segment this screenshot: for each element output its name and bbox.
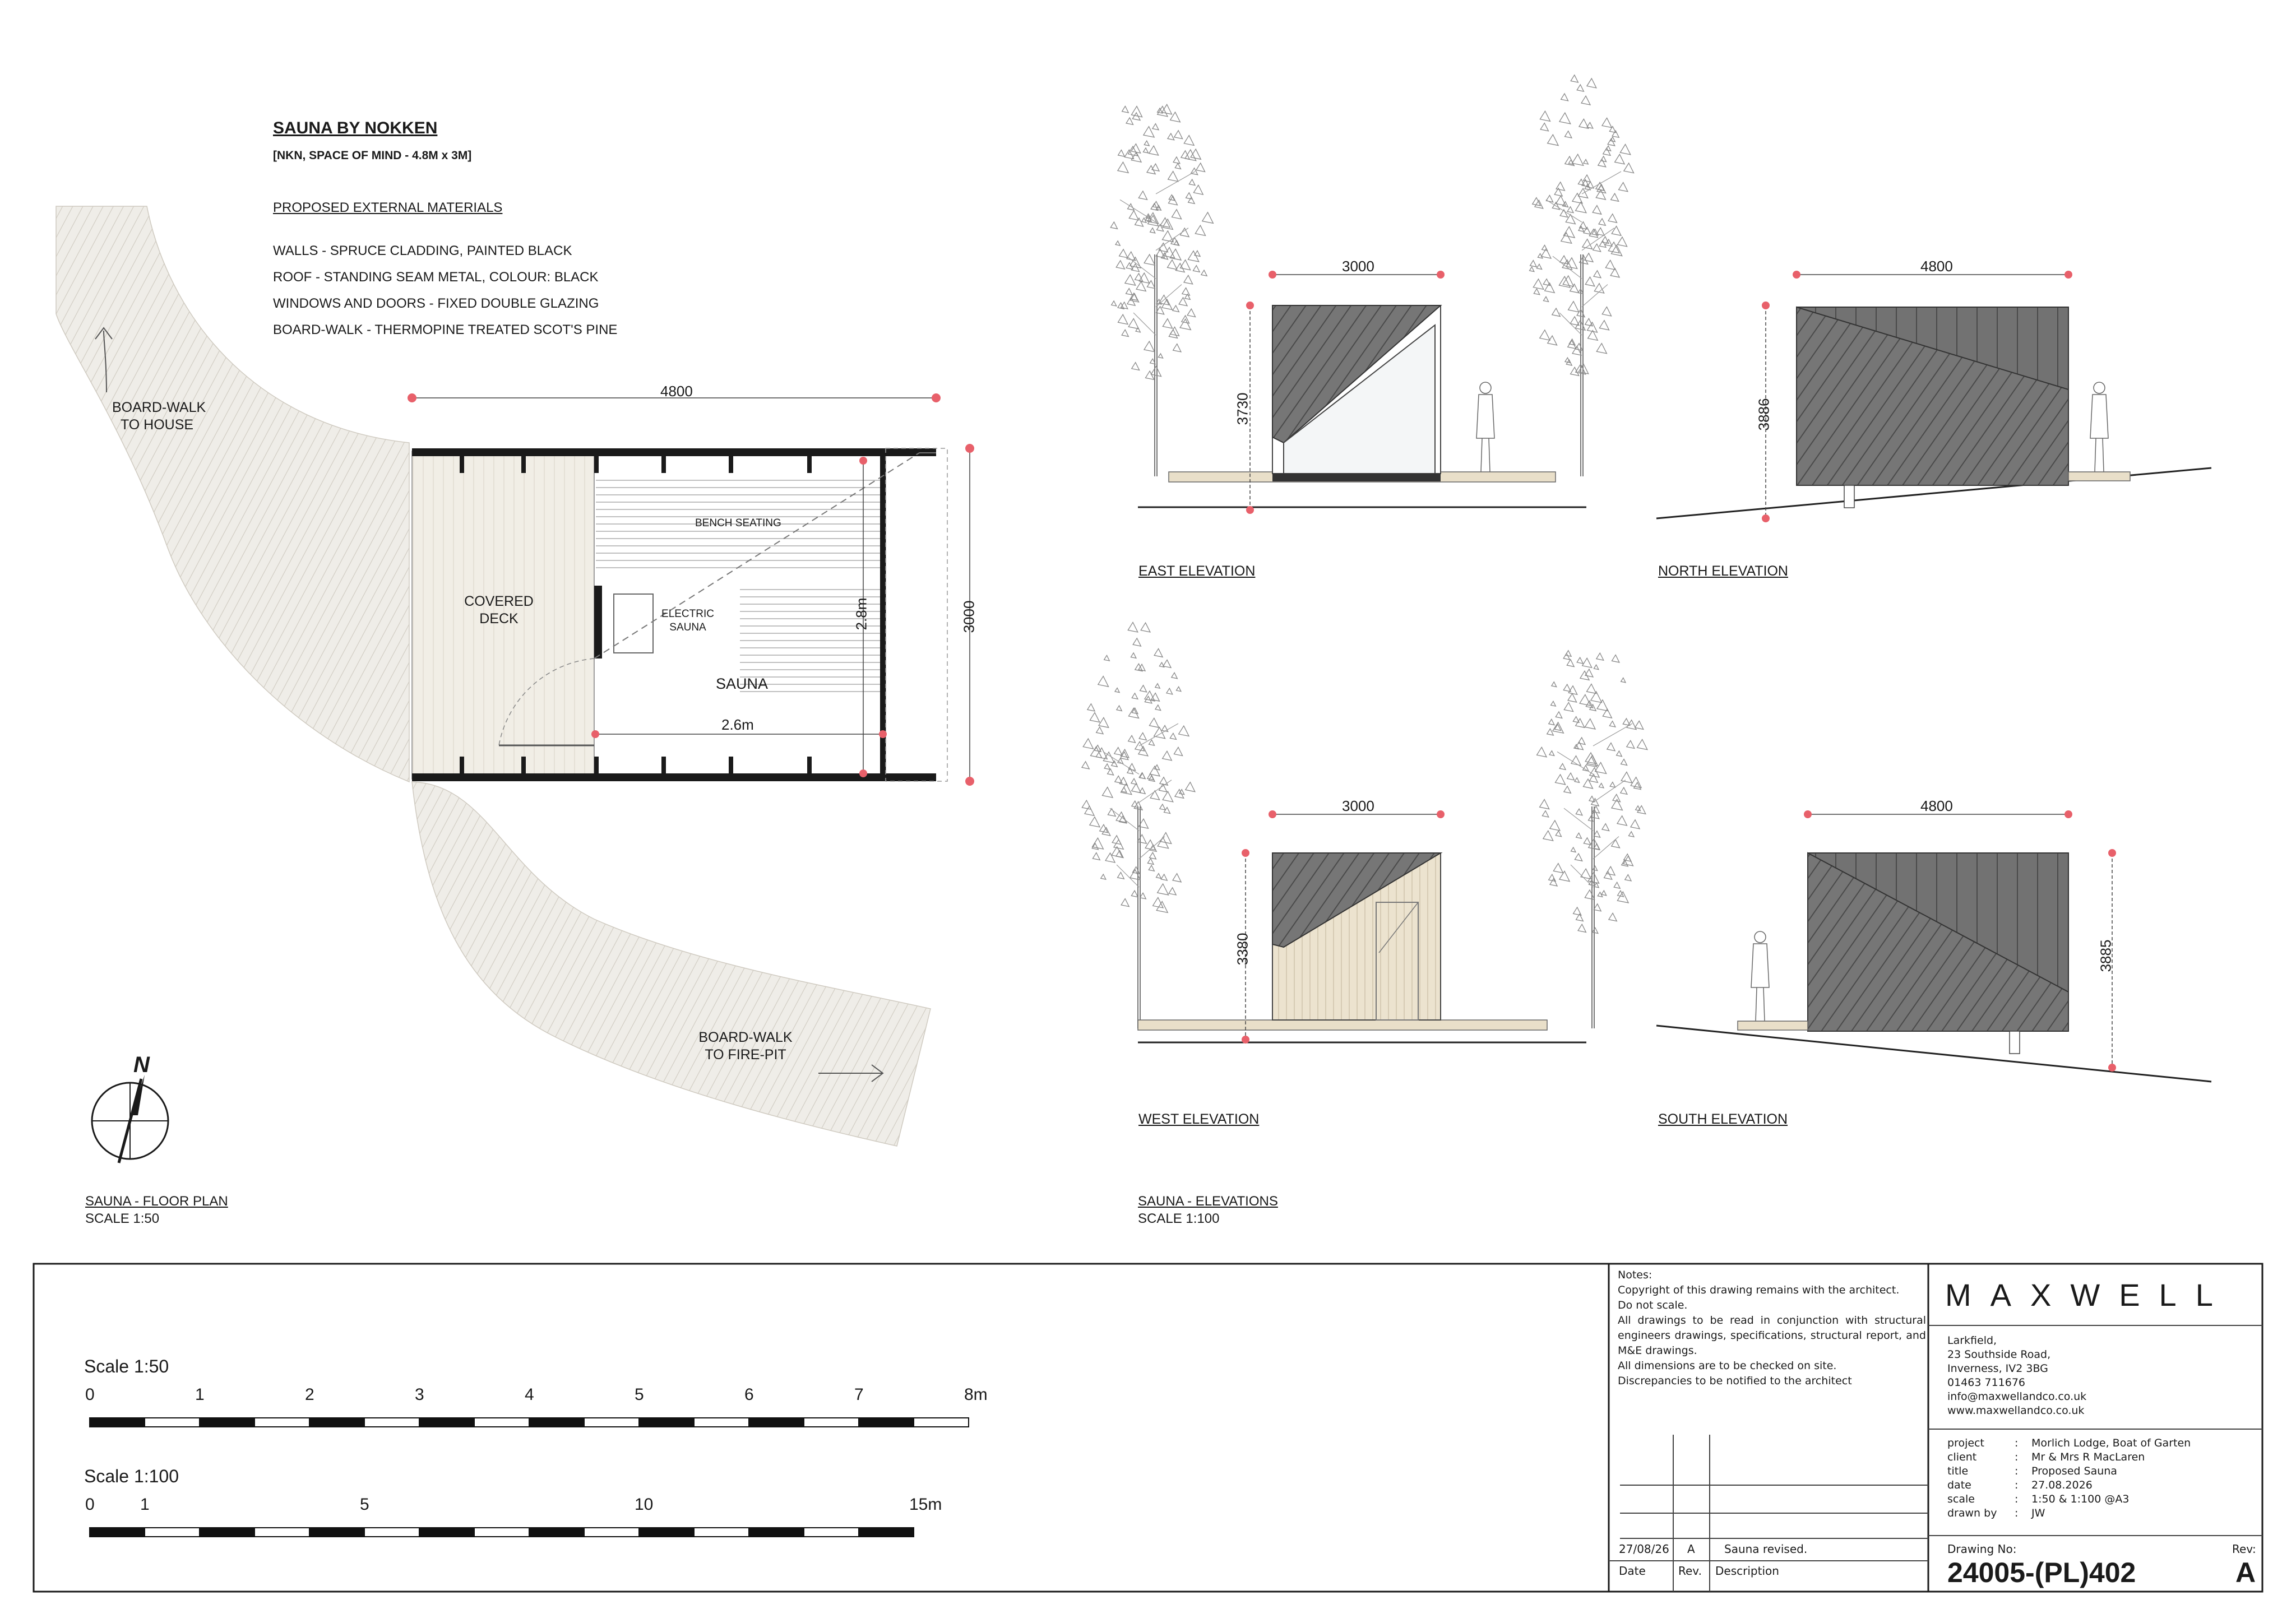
label-west-elevation: WEST ELEVATION (1138, 1111, 1260, 1127)
label-south-elevation: SOUTH ELEVATION (1658, 1111, 1788, 1127)
tree (1110, 104, 1213, 476)
rev-row-description: Sauna revised. (1724, 1542, 1808, 1556)
label-east-elevation: EAST ELEVATION (1138, 563, 1256, 579)
plan-dim-width-label: 3000 (960, 600, 978, 633)
drawing-no-label: Drawing No: (1947, 1542, 2017, 1556)
south-width-label: 4800 (1920, 797, 1953, 814)
note-5: Discrepancies to be notified to the architect (1618, 1375, 1852, 1387)
rev-header-rev: Rev. (1678, 1564, 1702, 1578)
brand-logo: MAXWELL (1945, 1277, 2232, 1313)
drawing-title: SAUNA BY NOKKEN (273, 119, 438, 137)
company-website[interactable]: www.maxwellandco.co.uk (1947, 1404, 2085, 1417)
scale-tick-label: 0 (85, 1495, 95, 1514)
scale-tick-label: 10 (635, 1495, 654, 1514)
label-boardwalk-to-fire-pit: BOARD-WALK TO FIRE-PIT (698, 1030, 793, 1063)
label-north-elevation: NORTH ELEVATION (1658, 563, 1788, 579)
label-bench-seating: BENCH SEATING (695, 517, 781, 529)
rev-header-date: Date (1619, 1564, 1646, 1578)
scale-tick-label: 6 (744, 1385, 754, 1404)
label-electric-sauna: ELECTRIC SAUNA (661, 608, 714, 633)
rev-row-date: 27/08/26 (1619, 1542, 1669, 1556)
label-boardwalk-to-house: BOARD-WALK TO HOUSE (112, 400, 206, 433)
label-covered-deck: COVERED DECK (464, 593, 534, 627)
south-elevation (1656, 810, 2211, 1082)
scale-tick-label: 0 (85, 1385, 95, 1404)
deck (2068, 472, 2130, 481)
east-height-label: 3730 (1234, 392, 1251, 425)
company-address: Larkfield, 23 Southside Road, Inverness, IV2 3BG 01463 711676 info@maxwellandco.co.uk www.maxwellandco.co.uk (1947, 1334, 2087, 1417)
scale-100-title: Scale 1:100 (84, 1466, 179, 1486)
plan-dim-internal-width-label: 2.8m (853, 597, 870, 630)
scale-tick-label: 4 (525, 1385, 534, 1404)
project-fields: project : Morlich Lodge, Boat of Garten client : Mr & Mrs R MacLaren title : Proposed Sauna date : 27.08.2026 scale : 1:50 & 1:100 @A3 drawn by : JW (1947, 1437, 2191, 1519)
scale-tick-label: 8m (964, 1385, 988, 1404)
north-width-label: 4800 (1920, 258, 1953, 275)
plan-dim-length-label: 4800 (660, 383, 693, 400)
scale-bar-1-50 (90, 1418, 969, 1427)
scale-tick-label: 1 (195, 1385, 205, 1404)
wall-bottom (412, 773, 936, 781)
tree (1082, 622, 1195, 1028)
north-label: N (133, 1052, 150, 1077)
floor-plan (56, 206, 974, 1146)
scale-50-title: Scale 1:50 (84, 1356, 169, 1376)
scale-bar-1-100 (90, 1528, 914, 1537)
wall-right (880, 456, 886, 773)
drawing-subtitle: [NKN, SPACE OF MIND - 4.8M x 3M] (273, 149, 472, 162)
west-width-label: 3000 (1342, 797, 1374, 814)
person-figure (1751, 931, 1769, 1021)
scale-tick-label: 7 (854, 1385, 864, 1404)
west-elevation (1082, 622, 1647, 1044)
person-figure (1476, 382, 1494, 472)
title-block-frame (34, 1264, 2262, 1592)
scale-tick-label: 15m (909, 1495, 942, 1514)
plan-dim-internal-length-label: 2.6m (721, 716, 754, 733)
east-elevation (1110, 75, 1633, 514)
scale-tick-label: 5 (635, 1385, 644, 1404)
tree (1537, 651, 1647, 1028)
scale-tick-label: 1 (140, 1495, 150, 1514)
west-height-label: 3380 (1234, 933, 1251, 966)
caption-floor-plan: SAUNA - FLOOR PLAN SCALE 1:50 (85, 1194, 228, 1226)
material-walls: WALLS - SPRUCE CLADDING, PAINTED BLACK (273, 243, 572, 258)
south-height-label: 3885 (2097, 939, 2114, 972)
east-width-label: 3000 (1342, 258, 1374, 275)
wall-left (594, 586, 602, 659)
note-1: Copyright of this drawing remains with the architect. (1618, 1284, 1900, 1296)
rev-label: Rev: (2232, 1542, 2256, 1556)
label-sauna: SAUNA (716, 675, 769, 692)
rev-row-rev: A (1687, 1542, 1695, 1556)
tree (1530, 75, 1634, 476)
company-email[interactable]: info@maxwellandco.co.uk (1947, 1390, 2087, 1403)
materials-heading: PROPOSED EXTERNAL MATERIALS (273, 200, 503, 215)
material-roof: ROOF - STANDING SEAM METAL, COLOUR: BLACK (273, 270, 599, 285)
scale-bars (90, 1418, 969, 1537)
scale-tick-label: 5 (360, 1495, 369, 1514)
electric-heater (614, 594, 653, 653)
deck (1738, 1021, 1808, 1030)
note-2: Do not scale. (1618, 1299, 1688, 1311)
wall-top (412, 448, 936, 456)
north-height-label: 3886 (1755, 398, 1772, 431)
north-arrow-icon (92, 1075, 168, 1163)
notes-block (1618, 1268, 1926, 1389)
drawing-number: 24005-(PL)402 (1947, 1557, 2136, 1588)
ground-line (1656, 1026, 2211, 1082)
revision-letter: A (2235, 1557, 2256, 1588)
deck (1138, 1020, 1547, 1030)
note-3: All drawings to be read in conjunction with structural engineers drawings, specifications, structural report, and M&E drawings. (1618, 1314, 1926, 1357)
scale-tick-label: 3 (415, 1385, 424, 1404)
note-4: All dimensions are to be checked on site. (1618, 1360, 1837, 1372)
material-windows: WINDOWS AND DOORS - FIXED DOUBLE GLAZING (273, 296, 599, 311)
boardwalk-to-fire-pit (412, 782, 931, 1146)
materials-list (273, 238, 617, 343)
scale-tick-label: 2 (305, 1385, 314, 1404)
person-figure (2090, 382, 2108, 472)
rev-header-description: Description (1715, 1564, 1779, 1578)
north-elevation (1656, 271, 2211, 522)
material-boardwalk: BOARD-WALK - THERMOPINE TREATED SCOT'S PINE (273, 322, 618, 337)
notes-heading: Notes: (1618, 1269, 1652, 1281)
caption-elevations: SAUNA - ELEVATIONS SCALE 1:100 (1138, 1194, 1278, 1226)
